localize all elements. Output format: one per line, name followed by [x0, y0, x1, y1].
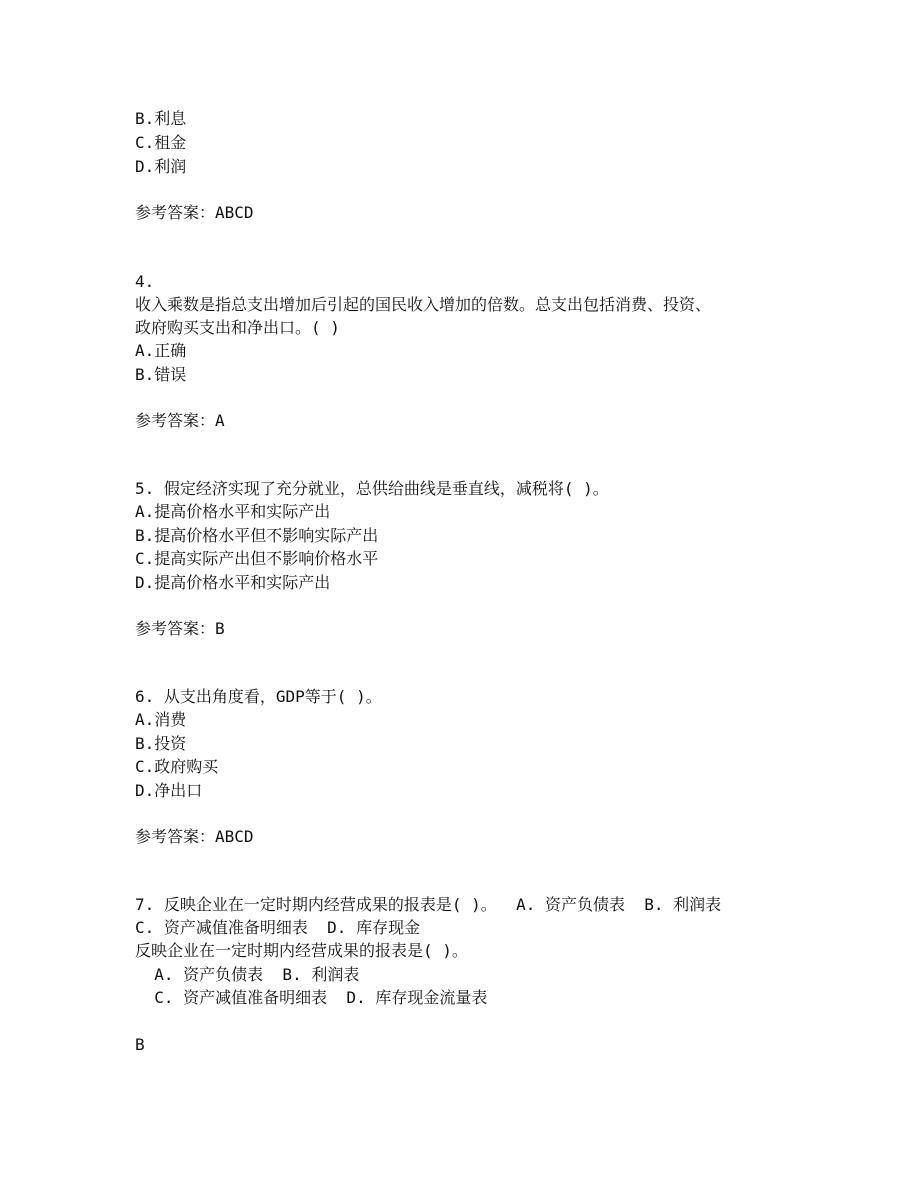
- q4-stem-line2: 政府购买支出和净出口。( ): [135, 318, 340, 337]
- q4-answer: 参考答案：A: [135, 411, 225, 430]
- q3-option-d: D.利润: [135, 157, 187, 176]
- q5-option-a: A.提高价格水平和实际产出: [135, 502, 331, 521]
- q3-option-b: B.利息: [135, 109, 187, 128]
- q7-answer: B: [135, 1035, 145, 1054]
- q4-number: 4.: [135, 272, 155, 291]
- q7-stem-line3: 反映企业在一定时期内经营成果的报表是( )。: [135, 941, 468, 960]
- q7-option-line1: A. 资产负债表 B. 利润表: [135, 965, 360, 984]
- q3-answer: 参考答案：ABCD: [135, 203, 254, 222]
- q3-option-c: C.租金: [135, 133, 187, 152]
- q6-option-d: D.净出口: [135, 781, 203, 800]
- q5-stem: 5. 假定经济实现了充分就业，总供给曲线是垂直线，减税将( )。: [135, 479, 609, 498]
- q4-option-a: A.正确: [135, 341, 187, 360]
- q5-answer: 参考答案：B: [135, 619, 225, 638]
- q7-stem-line1: 7. 反映企业在一定时期内经营成果的报表是( )。 A. 资产负债表 B. 利润表: [135, 895, 722, 914]
- q4-option-b: B.错误: [135, 365, 187, 384]
- q6-option-b: B.投资: [135, 734, 187, 753]
- q7-stem-line2: C. 资产减值准备明细表 D. 库存现金: [135, 918, 421, 937]
- q6-answer: 参考答案：ABCD: [135, 827, 254, 846]
- q6-option-a: A.消费: [135, 710, 187, 729]
- q4-stem-line1: 收入乘数是指总支出增加后引起的国民收入增加的倍数。总支出包括消费、投资、: [135, 295, 712, 314]
- q6-stem: 6. 从支出角度看，GDP等于( )。: [135, 687, 382, 706]
- q7-option-line2: C. 资产减值准备明细表 D. 库存现金流量表: [135, 988, 488, 1007]
- q5-option-c: C.提高实际产出但不影响价格水平: [135, 549, 379, 568]
- q6-option-c: C.政府购买: [135, 757, 219, 776]
- q5-option-b: B.提高价格水平但不影响实际产出: [135, 526, 379, 545]
- q5-option-d: D.提高价格水平和实际产出: [135, 573, 331, 592]
